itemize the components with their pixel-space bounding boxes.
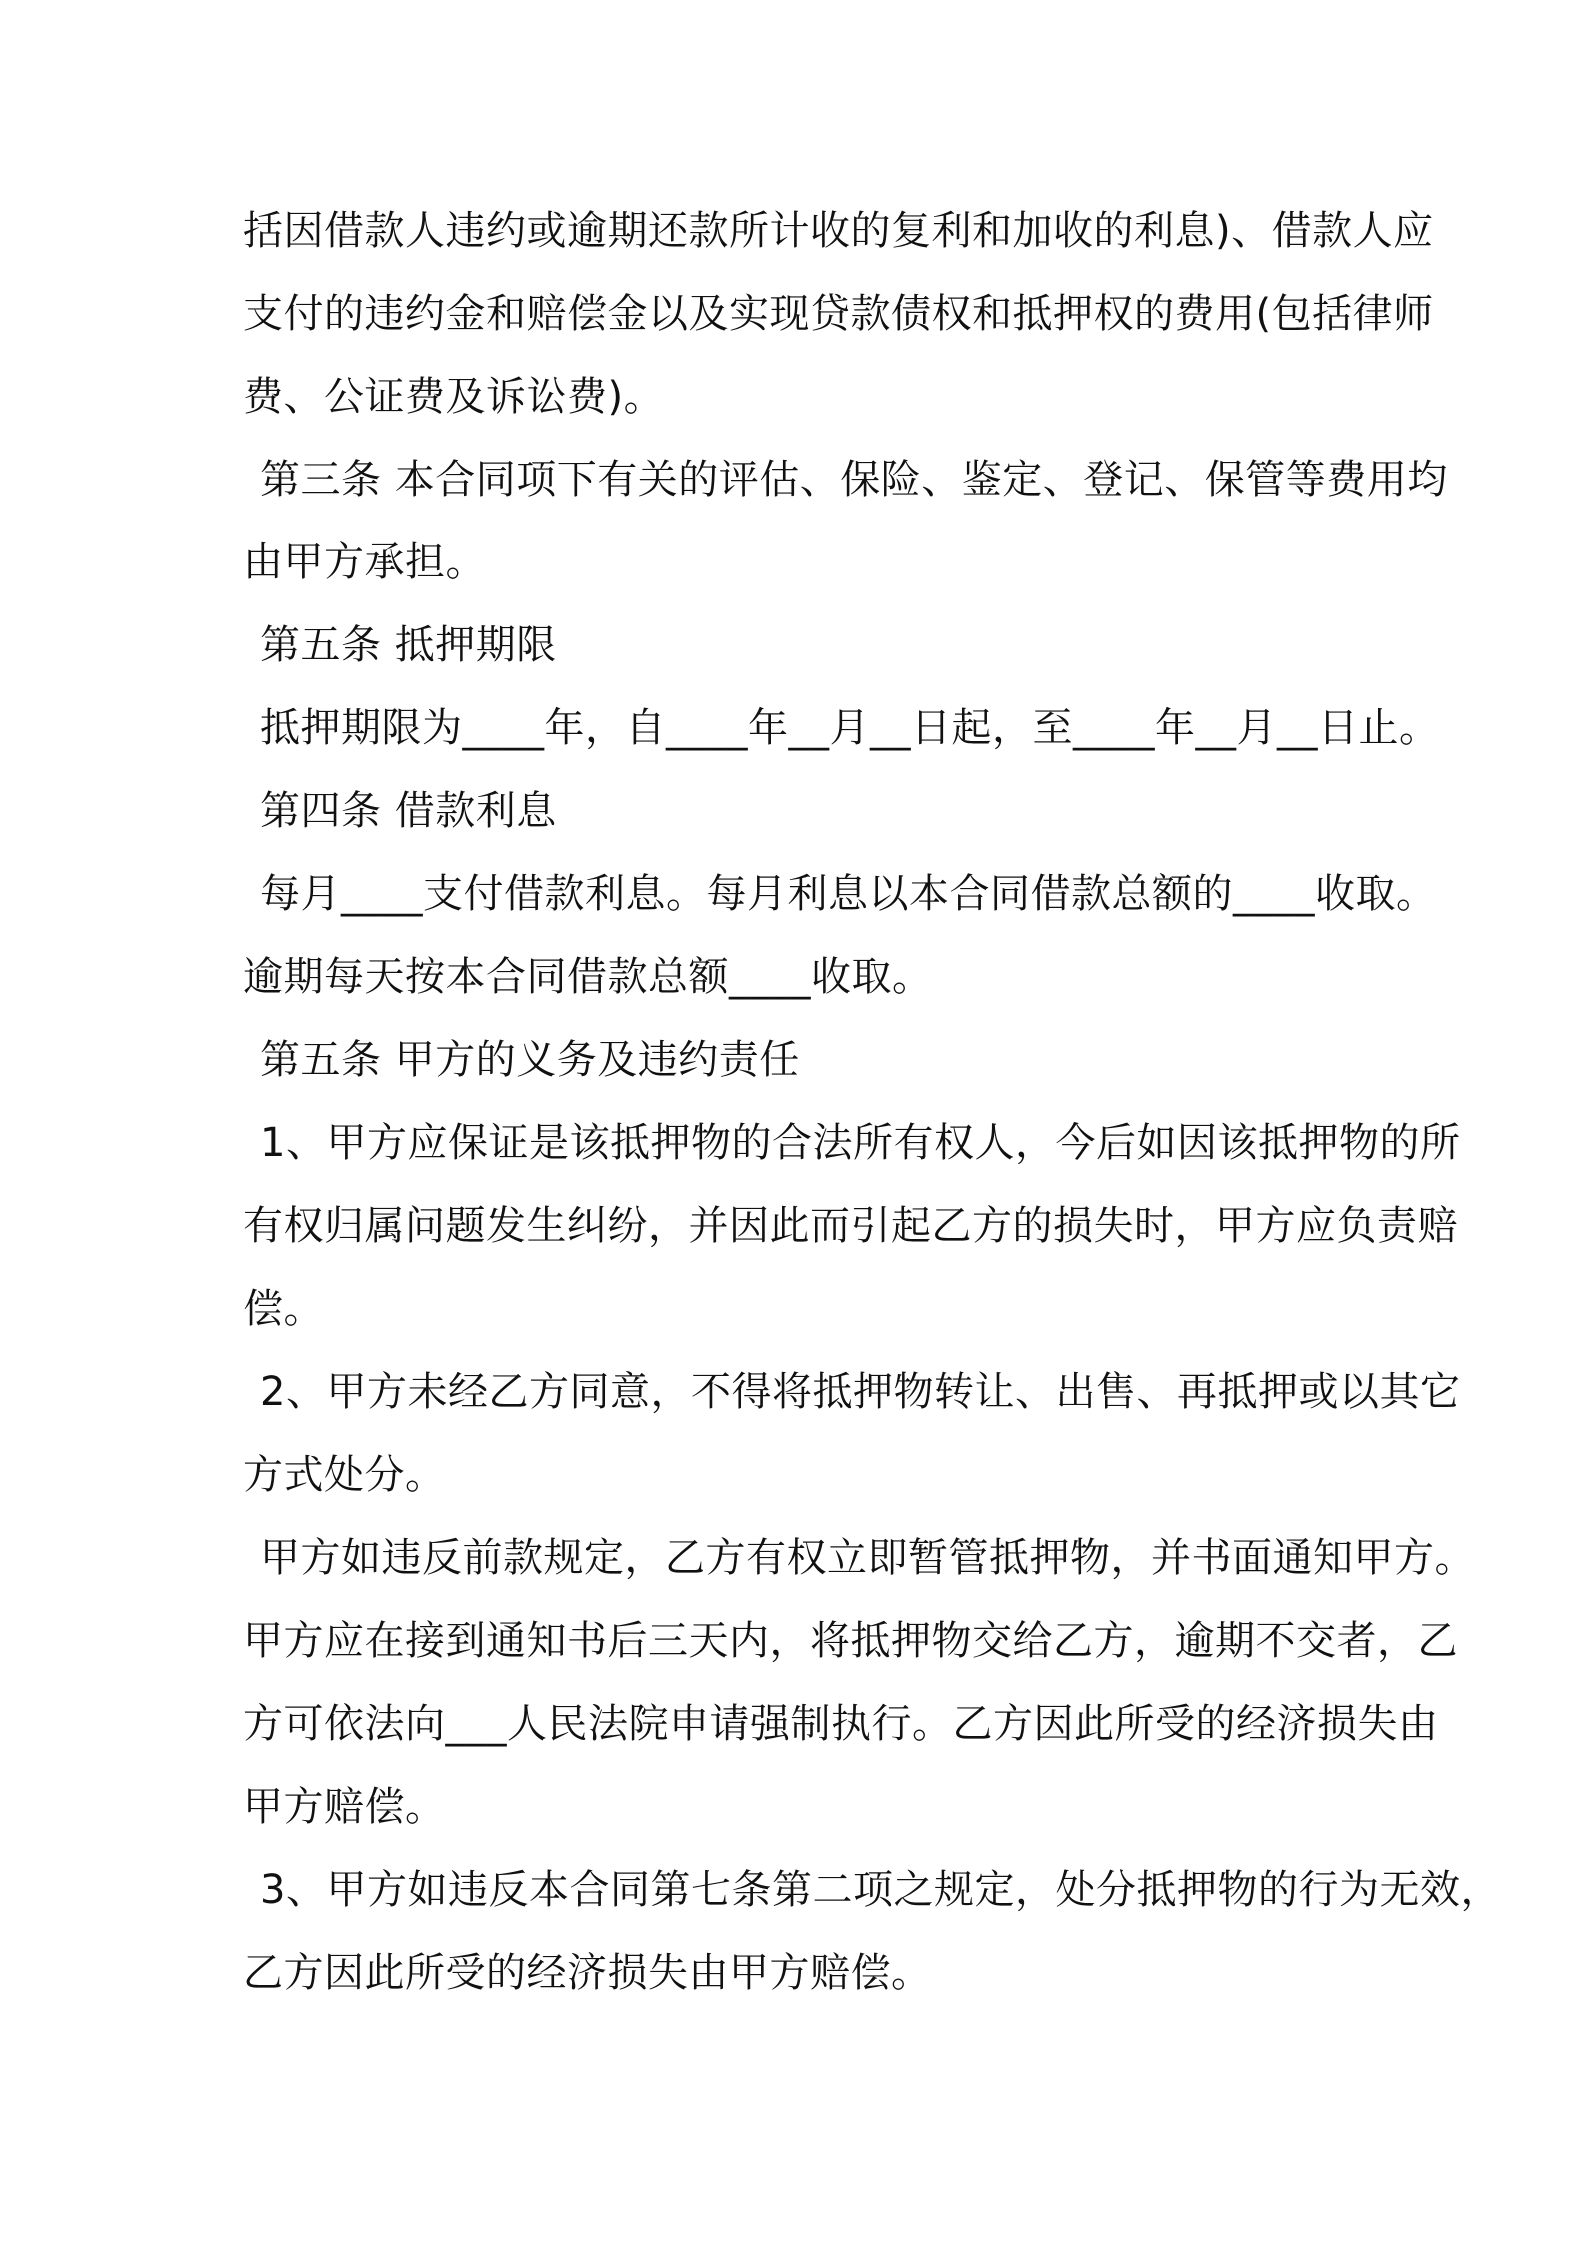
- clause-1: 1、甲方应保证是该抵押物的合法所有权人，今后如因该抵押物的所: [260, 1120, 1461, 1166]
- article-heading-mortgage-term: 第五条 抵押期限: [260, 622, 557, 668]
- text-line: 抵押期限为____年，自____年__月__日起，至____年__月__日止。: [260, 705, 1440, 751]
- text-line: 甲方如违反前款规定，乙方有权立即暂管抵押物，并书面通知甲方。: [260, 1535, 1475, 1581]
- text-line: 方式处分。: [243, 1452, 446, 1498]
- text-line: 逾期每天按本合同借款总额____收取。: [243, 954, 933, 1000]
- article-heading-loan-interest: 第四条 借款利息: [260, 788, 557, 834]
- text-line: 有权归属问题发生纠纷，并因此而引起乙方的损失时，甲方应负责赔: [243, 1203, 1458, 1249]
- article-heading-party-a-obligations: 第五条 甲方的义务及违约责任: [260, 1037, 800, 1083]
- text-line: 由甲方承担。: [243, 539, 486, 585]
- text-line: 偿。: [243, 1286, 324, 1332]
- clause-3: 3、甲方如违反本合同第七条第二项之规定，处分抵押物的行为无效，: [260, 1867, 1501, 1913]
- text-line: 括因借款人违约或逾期还款所计收的复利和加收的利息)、借款人应: [243, 208, 1434, 254]
- text-line: 甲方赔偿。: [243, 1784, 446, 1830]
- text-line: 支付的违约金和赔偿金以及实现贷款债权和抵押权的费用(包括律师: [243, 291, 1434, 337]
- article-3-heading: 第三条 本合同项下有关的评估、保险、鉴定、登记、保管等费用均: [260, 457, 1448, 503]
- clause-2: 2、甲方未经乙方同意，不得将抵押物转让、出售、再抵押或以其它: [260, 1369, 1461, 1415]
- text-line: 方可依法向___人民法院申请强制执行。乙方因此所受的经济损失由: [243, 1701, 1439, 1747]
- text-line: 甲方应在接到通知书后三天内，将抵押物交给乙方，逾期不交者，乙: [243, 1618, 1458, 1664]
- text-line: 每月____支付借款利息。每月利息以本合同借款总额的____收取。: [260, 871, 1437, 917]
- text-line: 费、公证费及诉讼费)。: [243, 374, 665, 420]
- text-line: 乙方因此所受的经济损失由甲方赔偿。: [243, 1950, 932, 1996]
